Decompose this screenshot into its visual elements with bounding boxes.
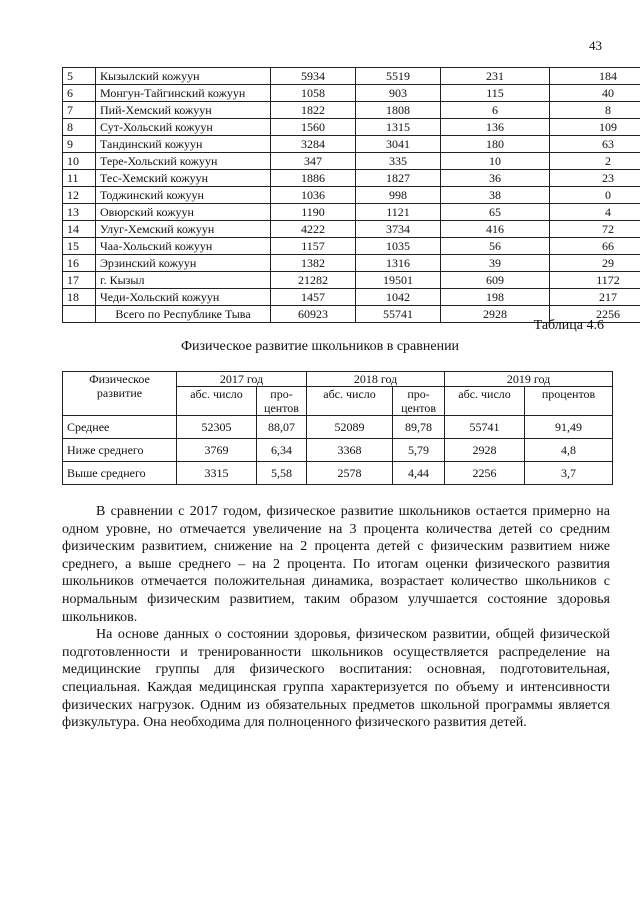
cell-name: Эрзинский кожуун <box>96 255 271 272</box>
districts-table <box>62 67 640 323</box>
cell-n: 16 <box>63 255 96 272</box>
cell-name: Пий-Хемский кожуун <box>96 102 271 119</box>
cell-v1: 1157 <box>271 238 356 255</box>
table-row <box>63 204 640 221</box>
cell-v3: 36 <box>441 170 550 187</box>
value-cell: 4,8 <box>525 439 613 462</box>
cell-v4: 66 <box>550 238 640 255</box>
cell-n: 7 <box>63 102 96 119</box>
cell-name: Овюрский кожуун <box>96 204 271 221</box>
cell-v3: 416 <box>441 221 550 238</box>
paragraph: На основе данных о состоянии здоровья, физическом развитии, общей физической подготовленности и тренированности школьников осуществляется распределение на медицинские группы для физического воспитания: основная, подготовительная, специальная. Каждая медицинская группа характеризуется по объему и интенсивности физических нагрузок. Одним из обязательных предметов школьной программы является физкультура. Она необходима для полноценного физического развития детей. <box>62 627 610 731</box>
table-row <box>63 85 640 102</box>
cell-v2: 903 <box>356 85 441 102</box>
table-row <box>63 255 640 272</box>
total-v4: 2256 <box>550 306 640 323</box>
cell-v4: 63 <box>550 136 640 153</box>
cell-v1: 347 <box>271 153 356 170</box>
value-cell: 5,79 <box>393 439 445 462</box>
cell-v4: 217 <box>550 289 640 306</box>
cell-v3: 39 <box>441 255 550 272</box>
value-cell: 6,34 <box>257 439 307 462</box>
body-text <box>62 503 610 732</box>
cell-name: Монгун-Тайгинский кожуун <box>96 85 271 102</box>
value-cell: 89,78 <box>393 416 445 439</box>
subheader: абс. число <box>307 387 393 416</box>
cell-n: 5 <box>63 68 96 85</box>
value-cell: 4,44 <box>393 462 445 485</box>
cell-v3: 609 <box>441 272 550 289</box>
cell-v2: 19501 <box>356 272 441 289</box>
value-cell: 2256 <box>445 462 525 485</box>
cell-v3: 231 <box>441 68 550 85</box>
total-v1: 60923 <box>271 306 356 323</box>
table-title: Физическое развитие школьников в сравнении <box>180 339 460 354</box>
value-cell: 91,49 <box>525 416 613 439</box>
cell-v3: 56 <box>441 238 550 255</box>
total-v2: 55741 <box>356 306 441 323</box>
table-row <box>63 289 640 306</box>
cell-v1: 1190 <box>271 204 356 221</box>
cell-n: 13 <box>63 204 96 221</box>
value-cell: 2928 <box>445 439 525 462</box>
table-row <box>63 119 640 136</box>
cell-v2: 1315 <box>356 119 441 136</box>
comparison-table <box>62 371 613 485</box>
cell-v2: 1121 <box>356 204 441 221</box>
cell-v4: 29 <box>550 255 640 272</box>
total-n <box>63 306 96 323</box>
table-row <box>63 68 640 85</box>
value-cell: 52089 <box>307 416 393 439</box>
cell-n: 10 <box>63 153 96 170</box>
cell-v2: 3041 <box>356 136 441 153</box>
value-cell: 52305 <box>177 416 257 439</box>
value-cell: 3,7 <box>525 462 613 485</box>
subheader: процентов <box>525 387 613 416</box>
table-row <box>63 221 640 238</box>
row-label: Выше среднего <box>63 462 177 485</box>
cell-v4: 4 <box>550 204 640 221</box>
cell-v1: 1457 <box>271 289 356 306</box>
cell-v3: 6 <box>441 102 550 119</box>
table-row <box>63 462 613 485</box>
cell-v4: 2 <box>550 153 640 170</box>
cell-v2: 1035 <box>356 238 441 255</box>
cell-v1: 1886 <box>271 170 356 187</box>
cell-v4: 23 <box>550 170 640 187</box>
table-row <box>63 153 640 170</box>
cell-v2: 3734 <box>356 221 441 238</box>
cell-n: 12 <box>63 187 96 204</box>
total-v3: 2928 <box>441 306 550 323</box>
table-row <box>63 187 640 204</box>
subheader: про-центов <box>257 387 307 416</box>
cell-v2: 5519 <box>356 68 441 85</box>
cell-n: 8 <box>63 119 96 136</box>
table-row <box>63 136 640 153</box>
total-name: Всего по Республике Тыва <box>96 306 271 323</box>
value-cell: 3315 <box>177 462 257 485</box>
value-cell: 3769 <box>177 439 257 462</box>
cell-v3: 136 <box>441 119 550 136</box>
cell-n: 6 <box>63 85 96 102</box>
cell-v3: 180 <box>441 136 550 153</box>
row-label: Ниже среднего <box>63 439 177 462</box>
cell-v3: 10 <box>441 153 550 170</box>
cell-name: Чаа-Хольский кожуун <box>96 238 271 255</box>
cell-n: 14 <box>63 221 96 238</box>
cell-v4: 40 <box>550 85 640 102</box>
cell-v3: 65 <box>441 204 550 221</box>
value-cell: 2578 <box>307 462 393 485</box>
cell-name: Сут-Хольский кожуун <box>96 119 271 136</box>
paragraph: В сравнении с 2017 годом, физическое развитие школьников остается примерно на одном уровне, но отмечается увеличение на 3 процента количества детей со средним физическим развитием, снижение на 2 процента детей с физическим развитием ниже среднего, а выше среднего – на 2 процента. По итогам оценки физического развития школьников отмечается положительная динамика, возрастает количество школьников с нормальным физическим развитием, таким образом улучшается состояние здоровья школьников. <box>62 504 610 625</box>
cell-v1: 1382 <box>271 255 356 272</box>
cell-v4: 8 <box>550 102 640 119</box>
cell-v2: 1827 <box>356 170 441 187</box>
cell-name: Тес-Хемский кожуун <box>96 170 271 187</box>
table-row <box>63 439 613 462</box>
table-row <box>63 238 640 255</box>
cell-v1: 3284 <box>271 136 356 153</box>
cell-name: Тоджинский кожуун <box>96 187 271 204</box>
table-row <box>63 272 640 289</box>
cell-v2: 1808 <box>356 102 441 119</box>
page-number: 43 <box>589 38 602 53</box>
cell-v1: 1036 <box>271 187 356 204</box>
subheader: абс. число <box>445 387 525 416</box>
subheader: про-центов <box>393 387 445 416</box>
cell-v4: 1172 <box>550 272 640 289</box>
cell-n: 11 <box>63 170 96 187</box>
cell-v1: 5934 <box>271 68 356 85</box>
cell-name: Тере-Хольский кожуун <box>96 153 271 170</box>
value-cell: 88,07 <box>257 416 307 439</box>
cell-name: Чеди-Хольский кожуун <box>96 289 271 306</box>
cell-v2: 1042 <box>356 289 441 306</box>
cell-v1: 1560 <box>271 119 356 136</box>
subheader: абс. число <box>177 387 257 416</box>
cell-v1: 1822 <box>271 102 356 119</box>
row-label: Среднее <box>63 416 177 439</box>
cell-v2: 998 <box>356 187 441 204</box>
cell-name: Тандинский кожуун <box>96 136 271 153</box>
header-category: Физическое развитие <box>63 372 177 416</box>
cell-v1: 4222 <box>271 221 356 238</box>
cell-name: Кызылский кожуун <box>96 68 271 85</box>
year-header: 2019 год <box>445 372 613 387</box>
cell-v4: 72 <box>550 221 640 238</box>
cell-v2: 1316 <box>356 255 441 272</box>
table-row <box>63 170 640 187</box>
cell-name: г. Кызыл <box>96 272 271 289</box>
cell-v3: 38 <box>441 187 550 204</box>
value-cell: 55741 <box>445 416 525 439</box>
cell-n: 18 <box>63 289 96 306</box>
cell-v2: 335 <box>356 153 441 170</box>
cell-name: Улуг-Хемский кожуун <box>96 221 271 238</box>
table-label: Таблица 4.6 <box>533 318 604 333</box>
cell-n: 9 <box>63 136 96 153</box>
cell-v1: 21282 <box>271 272 356 289</box>
cell-v4: 0 <box>550 187 640 204</box>
cell-n: 15 <box>63 238 96 255</box>
cell-n: 17 <box>63 272 96 289</box>
table-row <box>63 102 640 119</box>
year-header: 2018 год <box>307 372 445 387</box>
value-cell: 3368 <box>307 439 393 462</box>
cell-v1: 1058 <box>271 85 356 102</box>
table-row <box>63 416 613 439</box>
year-header: 2017 год <box>177 372 307 387</box>
cell-v3: 115 <box>441 85 550 102</box>
value-cell: 5,58 <box>257 462 307 485</box>
cell-v3: 198 <box>441 289 550 306</box>
cell-v4: 109 <box>550 119 640 136</box>
cell-v4: 184 <box>550 68 640 85</box>
